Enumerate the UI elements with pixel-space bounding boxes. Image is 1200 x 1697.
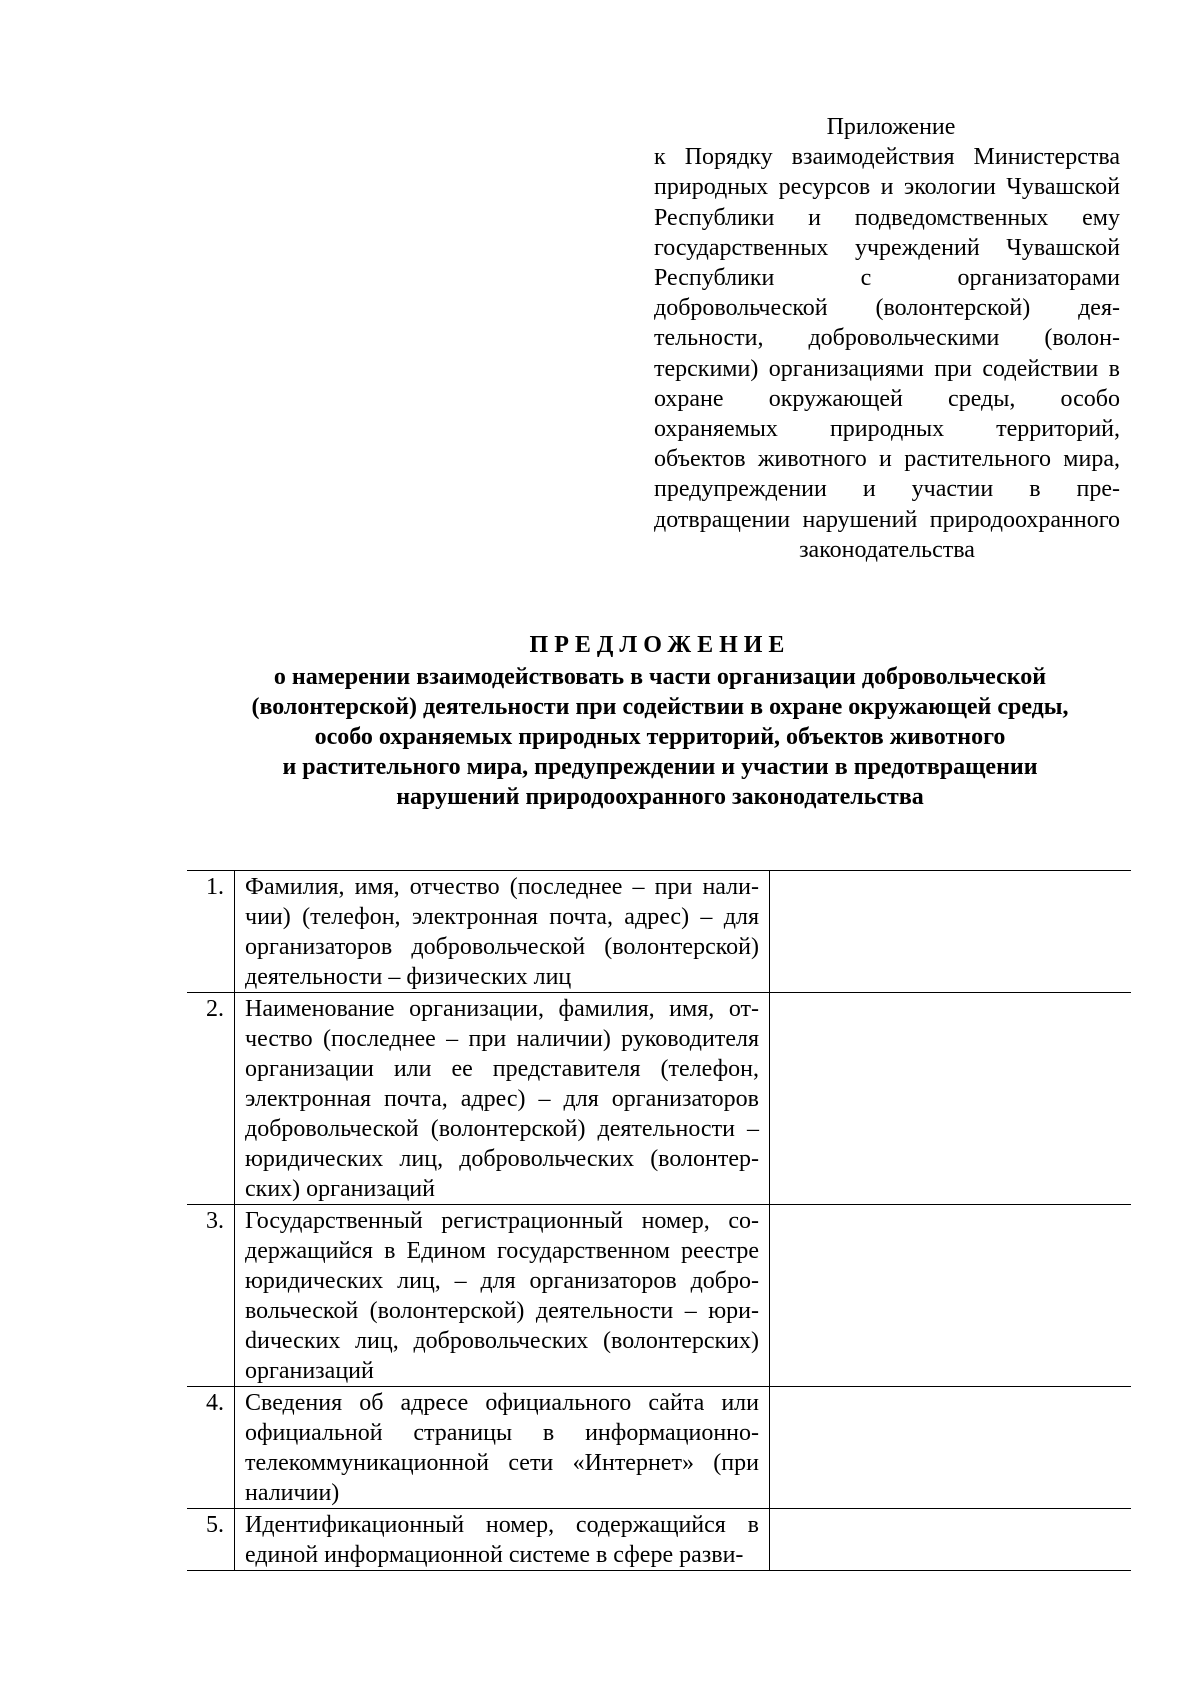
document-title: ПРЕДЛОЖЕНИЕ xyxy=(529,632,791,658)
row-value-cell[interactable] xyxy=(770,1205,1132,1387)
table-row xyxy=(187,1205,1131,1387)
subtitle-line: особо охраняемых природных территорий, объектов животного xyxy=(314,724,1006,750)
row-number: 4. xyxy=(187,1387,235,1509)
subtitle-line: и растительного мира, предупреждении и участии в предотвращении xyxy=(282,754,1038,780)
row-value-cell[interactable] xyxy=(770,1387,1132,1509)
row-description: Фамилия, имя, отчество (последнее – при наличии) (телефон, электронная почта, адрес) – для организаторов добровольческой (волонтерской) деятельности – физических лиц xyxy=(235,871,770,993)
subtitle-line: нарушений природоохранного законодательства xyxy=(396,784,924,810)
table-row xyxy=(187,871,1131,993)
row-description: Наименование организации, фамилия, имя, отчество (последнее – при наличии) руководителя организации или ее представителя (телефон, электронная почта, адрес) – для организаторов добровольческой (волонтерской) деятельности – юридических лиц, добровольческих (волонтерских) организаций xyxy=(235,993,770,1205)
row-description: Идентификационный номер, содержащийся в единой информационной системе в сфере разви- xyxy=(235,1509,770,1571)
row-number: 2. xyxy=(187,993,235,1205)
subtitle-line: (волонтерской) деятельности при содействии в охране окружающей среды, xyxy=(251,694,1069,720)
document-subtitle xyxy=(180,662,1140,812)
row-value-cell[interactable] xyxy=(770,871,1132,993)
appendix-block xyxy=(654,112,1120,565)
row-description: Сведения об адресе официального сайта или официальной страницы в информационно-телекоммуникационной сети «Интернет» (при наличии) xyxy=(235,1387,770,1509)
row-number: 5. xyxy=(187,1509,235,1571)
row-description: Государственный регистрационный номер, содержащийся в Едином государственном реестре юридических лиц, – для организаторов добровольческой (волонтерской) деятельности – юриdических лиц, добровольческих (волонтерских) организаций xyxy=(235,1205,770,1387)
row-number: 3. xyxy=(187,1205,235,1387)
row-value-cell[interactable] xyxy=(770,1509,1132,1571)
appendix-title: Приложение xyxy=(826,114,956,140)
appendix-text: к Порядку взаимодействия Министерства природных ресурсов и экологии Чувашской Республики и подведомственных ему государственных учреждений Чувашской Республики с организаторами добровольческой (волонтерской) деятельности, добровольческими (волонтерскими) организациями при содействии в охране окружающей среды, особо охраняемых природных территорий, объектов животного и растительного мира, предупреждении и участии в предотвращении нарушений природоохранного законодательства xyxy=(654,144,1120,563)
table-row xyxy=(187,1509,1131,1571)
document-heading xyxy=(180,630,1140,812)
row-value-cell[interactable] xyxy=(770,993,1132,1205)
proposal-form-table xyxy=(187,870,1131,1571)
subtitle-line: о намерении взаимодействовать в части организации добровольческой xyxy=(273,664,1047,690)
table-row xyxy=(187,1387,1131,1509)
table-row xyxy=(187,993,1131,1205)
row-number: 1. xyxy=(187,871,235,993)
